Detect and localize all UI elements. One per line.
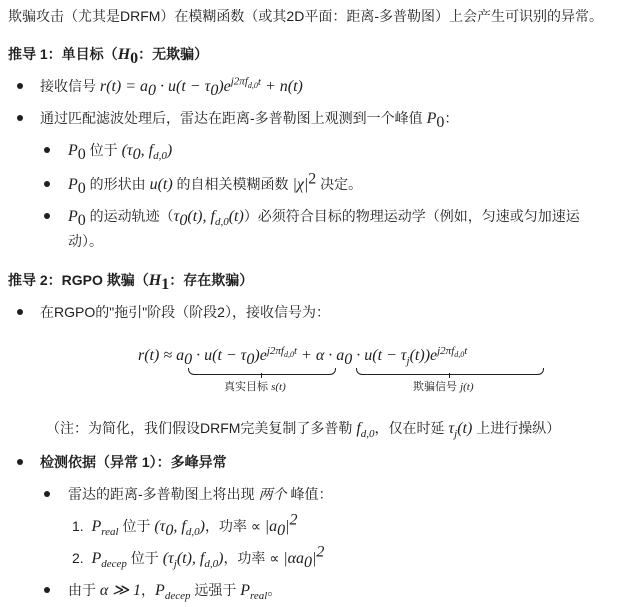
- trajectory-line-cont: 动）。: [68, 233, 103, 249]
- section1-heading: 推导 1：单目标（$H_0$：无欺骗）: [8, 46, 209, 67]
- true-target-label: 真实目标 s(t): [224, 381, 286, 393]
- note-line: （注：为简化，我们假设DRFM完美复制了多普勒 $f_{d,0}$，仅在时延 $\tau_j(t)$ 上进行操纵）: [46, 420, 561, 441]
- intro-text: 欺骗攻击（尤其是DRFM）在模糊函数（或其2D平面：距离-多普勒图）上会产生可识别的异常。: [8, 8, 603, 24]
- bullet-dot: [17, 115, 23, 121]
- peak-position-line: $P_0$ 位于 ($\tau_0$, $f_{d,0}$): [68, 142, 173, 164]
- received-signal-equation: $r(t) = a_0 \cdot u(t - \tau_0)e^{j2\pi f_{d,0}t} + n(t)$: [99, 75, 303, 100]
- rgpo-line: 在RGPO的"拖引"阶段（阶段2），接收信号为：: [40, 304, 330, 320]
- section2-heading: 推导 2：RGPO 欺骗（$H_1$：存在欺骗）: [8, 272, 254, 293]
- deception-label: 欺骗信号 j(t): [413, 381, 474, 393]
- conclusion-line: 由于 α ≫ 1，$P_{decep}$ 远强于 $P_{real}$。: [68, 582, 282, 603]
- sub-bullet-dot: [44, 491, 50, 497]
- sub-bullet-dot: [44, 213, 50, 219]
- rgpo-equation: $r(t) \approx a_0 \cdot u(t - \tau_0)e^{j2\pi f_{d,0}t} + \alpha \cdot a_0 \cdot u(t - \tau_j(t))e^{j2\pi f_{d,0}t}$: [138, 344, 468, 369]
- received-signal-line: 接收信号 $r(t) = a_0 \cdot u(t - \tau_0)e^{j2\pi f_{d,0}t} + n(t)$: [40, 75, 303, 100]
- bullet-dot: [17, 459, 23, 465]
- two-peaks-line: 雷达的距离-多普勒图上将出现 两个 峰值：: [68, 486, 333, 502]
- peak-shape-line: $P_0$ 的形状由 u(t) 的自相关模糊函数 $|\chi|^2$ 决定。: [68, 170, 363, 197]
- trajectory-line: $P_0$ 的运动轨迹（$\tau_0(t)$, $f_{d,0}(t)$）必须符合目标的物理运动学（例如，匀速或匀加速运: [68, 208, 580, 230]
- sub-bullet-dot: [44, 181, 50, 187]
- matched-filter-line: 通过匹配滤波处理后，雷达在距离-多普勒图上观测到一个峰值 $P_0$：: [40, 110, 459, 131]
- sub-bullet-dot: [44, 147, 50, 153]
- peak-real-item: 1. $P_{real}$ 位于 ($\tau_0$, $f_{d,0}$)，功率 ∝ $|a_0|^2$: [72, 511, 298, 540]
- bullet-dot: [17, 309, 23, 315]
- sub-bullet-dot: [44, 587, 50, 593]
- detection-heading: 检测依据（异常 1）：多峰异常: [40, 454, 227, 470]
- peak-decep-item: 2. $P_{decep}$ 位于 ($\tau_j(t)$, $f_{d,0}$)，功率 ∝ $|\alpha a_0|^2$: [72, 543, 325, 572]
- bullet-dot: [17, 83, 23, 89]
